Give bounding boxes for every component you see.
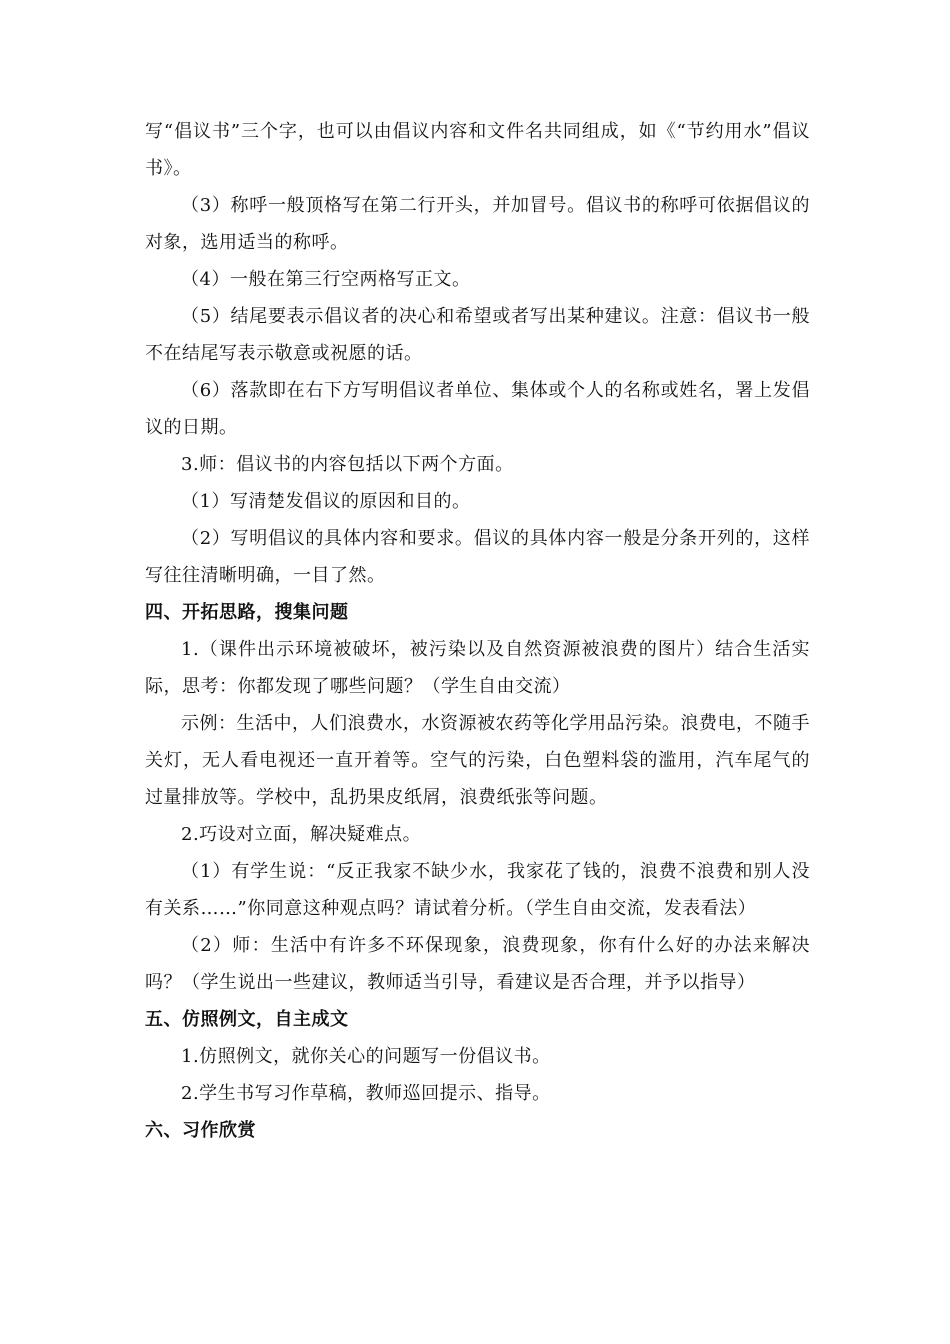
paragraph: 1.仿照例文，就你关心的问题写一份倡议书。 — [181, 1046, 551, 1067]
paragraph: 2.巧设对立面，解决疑难点。 — [181, 824, 422, 845]
paragraph: （5）结尾要表示倡议者的决心和希望或者写出某种建议。注意：倡议书一般不在结尾写表示敬意或祝愿的话。 — [145, 306, 810, 364]
paragraph: （3）称呼一般顶格写在第二行开头，并加冒号。倡议书的称呼可依据倡议的对象，选用适当的称呼。 — [145, 195, 810, 253]
paragraph: （2）写明倡议的具体内容和要求。倡议的具体内容一般是分条开列的，这样写往往清晰明确，一目了然。 — [145, 528, 810, 586]
paragraph: （1）有学生说：“反正我家不缺少水，我家花了钱的，浪费不浪费和别人没有关系……”你同意这种观点吗？请试着分析。（学生自由交流，发表看法） — [145, 861, 810, 919]
paragraph: 示例：生活中，人们浪费水，水资源被农药等化学用品污染。浪费电，不随手关灯，无人看电视还一直开着等。空气的污染，白色塑料袋的滥用，汽车尾气的过量排放等。学校中，乱扔果皮纸屑，浪费纸张等问题。 — [145, 713, 810, 808]
paragraph: 3.师：倡议书的内容包括以下两个方面。 — [181, 454, 514, 475]
section-heading: 五、仿照例文，自主成文 — [145, 1009, 349, 1030]
paragraph: 1.（课件出示环境被破坏，被污染以及自然资源被浪费的图片）结合生活实际，思考：你都发现了哪些问题？（学生自由交流） — [145, 639, 810, 697]
paragraph: （4）一般在第三行空两格写正文。 — [181, 269, 471, 290]
paragraph: （6）落款即在右下方写明倡议者单位、集体或个人的名称或姓名，署上发倡议的日期。 — [145, 380, 810, 438]
section-heading: 六、习作欣赏 — [145, 1120, 256, 1141]
paragraph: 写“倡议书”三个字，也可以由倡议内容和文件名共同组成，如《“节约用水”倡议书》。 — [145, 121, 810, 179]
paragraph: 2.学生书写习作草稿，教师巡回提示、指导。 — [181, 1083, 551, 1104]
paragraph: （1）写清楚发倡议的原因和目的。 — [181, 491, 471, 512]
section-heading: 四、开拓思路，搜集问题 — [145, 602, 349, 623]
document-page — [145, 113, 810, 1149]
paragraph: （2）师：生活中有许多不环保现象，浪费现象，你有什么好的办法来解决吗？（学生说出一些建议，教师适当引导，看建议是否合理，并予以指导） — [145, 935, 810, 993]
